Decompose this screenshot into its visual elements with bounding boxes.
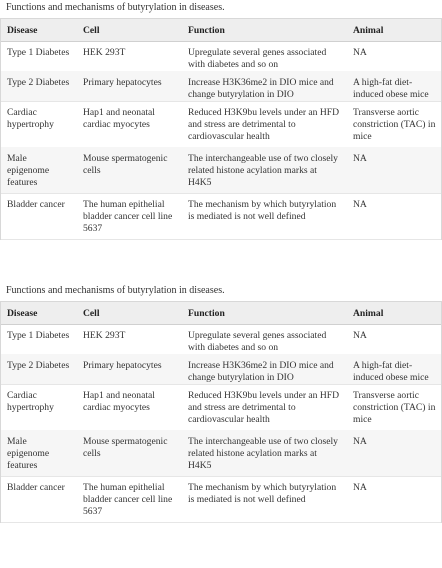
cell-line: Mouse spermatogenic <box>83 153 168 164</box>
cell-line: Type 2 Diabetes <box>7 77 70 88</box>
table-row <box>1 324 441 355</box>
table-header-row <box>1 19 441 42</box>
cell-line: epigenome <box>7 165 50 176</box>
header-cell: Cell <box>83 25 100 36</box>
cell-line: The mechanism by which butyrylation <box>188 199 337 210</box>
cell-line: The mechanism by which butyrylation <box>188 482 337 493</box>
cell-line: 5637 <box>83 506 103 517</box>
header-animal: Animal <box>353 25 384 36</box>
table-header-row <box>1 302 441 325</box>
cell-function <box>188 47 348 71</box>
cell-line: bladder cancer cell line <box>83 211 173 222</box>
cell-line: related histone acylation marks at <box>188 448 317 459</box>
cell-animal <box>353 199 439 211</box>
table-row <box>1 354 441 385</box>
cell-line: Type 2 Diabetes <box>7 360 70 371</box>
cell-animal <box>353 482 439 494</box>
cell-animal <box>353 107 439 143</box>
header-cell: Cell <box>83 308 100 319</box>
cell-line: 5637 <box>83 223 103 234</box>
cell-line: related histone acylation marks at <box>188 165 317 176</box>
cell-disease <box>7 153 79 189</box>
cell-line: Mouse spermatogenic <box>83 436 168 447</box>
cell-line: constriction (TAC) in <box>353 119 436 130</box>
cell-line: with diabetes and so on <box>188 59 279 70</box>
cell-function <box>188 153 348 189</box>
cell-line: Upregulate several genes associated <box>188 47 327 58</box>
table-row <box>1 101 441 148</box>
cell-disease <box>7 482 79 494</box>
cell-line: The interchangeable use of two closely <box>188 436 338 447</box>
data-table <box>0 301 442 523</box>
table-caption: Functions and mechanisms of butyrylation in diseases. <box>6 285 225 296</box>
cell-line: Bladder cancer <box>7 482 65 493</box>
cell-animal <box>353 390 439 426</box>
cell-cell <box>83 436 183 460</box>
cell-line: features <box>7 177 38 188</box>
cell-line: Cardiac <box>7 107 37 118</box>
cell-function <box>188 436 348 472</box>
cell-function <box>188 107 348 143</box>
cell-animal <box>353 77 439 101</box>
cell-animal <box>353 47 439 59</box>
cell-cell <box>83 482 183 518</box>
cell-line: NA <box>353 436 367 447</box>
cell-line: Transverse aortic <box>353 390 419 401</box>
cell-line: Reduced H3K9bu levels under an HFD <box>188 390 340 401</box>
cell-line: Male <box>7 436 27 447</box>
cell-line: A high-fat diet- <box>353 360 413 371</box>
cell-line: HEK 293T <box>83 47 126 58</box>
cell-line: Type 1 Diabetes <box>7 47 70 58</box>
cell-disease <box>7 47 79 59</box>
cell-line: The human epithelial <box>83 199 165 210</box>
header-disease: Disease <box>7 25 38 36</box>
cell-line: hypertrophy <box>7 402 54 413</box>
table-row <box>1 193 441 240</box>
cell-line: mice <box>353 131 372 142</box>
cell-disease <box>7 360 79 372</box>
cell-line: Hap1 and neonatal <box>83 390 155 401</box>
cell-cell <box>83 330 183 342</box>
cell-line: The interchangeable use of two closely <box>188 153 338 164</box>
cell-cell <box>83 77 183 89</box>
cell-animal <box>353 330 439 342</box>
cell-cell <box>83 360 183 372</box>
cell-line: epigenome <box>7 448 50 459</box>
cell-function <box>188 77 348 101</box>
header-function: Function <box>188 25 225 36</box>
cell-line: change butyrylation in DIO <box>188 89 294 100</box>
cell-function <box>188 199 348 223</box>
cell-line: NA <box>353 482 367 493</box>
cell-line: and stress are detrimental to <box>188 402 296 413</box>
cell-function <box>188 330 348 354</box>
table-caption: Functions and mechanisms of butyrylation in diseases. <box>6 2 225 13</box>
cell-line: constriction (TAC) in <box>353 402 436 413</box>
data-table <box>0 18 442 240</box>
cell-line: H4K5 <box>188 177 212 188</box>
cell-line: cells <box>83 165 101 176</box>
table-row <box>1 384 441 431</box>
cell-line: cardiac myocytes <box>83 119 150 130</box>
cell-line: cardiac myocytes <box>83 402 150 413</box>
cell-line: is mediated is not well defined <box>188 211 306 222</box>
cell-animal <box>353 360 439 384</box>
cell-line: Reduced H3K9bu levels under an HFD <box>188 107 340 118</box>
cell-line: features <box>7 460 38 471</box>
cell-cell <box>83 107 183 131</box>
cell-disease <box>7 330 79 342</box>
cell-line: Male <box>7 153 27 164</box>
cell-line: Upregulate several genes associated <box>188 330 327 341</box>
cell-line: Transverse aortic <box>353 107 419 118</box>
cell-line: Hap1 and neonatal <box>83 107 155 118</box>
cell-line: Increase H3K36me2 in DIO mice and <box>188 360 334 371</box>
table-row <box>1 476 441 523</box>
table-row <box>1 71 441 102</box>
cell-cell <box>83 153 183 177</box>
cell-line: mice <box>353 414 372 425</box>
cell-disease <box>7 77 79 89</box>
cell-disease <box>7 107 79 131</box>
cell-cell <box>83 47 183 59</box>
cell-line: Primary hepatocytes <box>83 360 162 371</box>
cell-cell <box>83 199 183 235</box>
cell-line: induced obese mice <box>353 372 429 383</box>
cell-line: A high-fat diet- <box>353 77 413 88</box>
cell-line: H4K5 <box>188 460 212 471</box>
cell-line: Bladder cancer <box>7 199 65 210</box>
header-animal: Animal <box>353 308 384 319</box>
cell-cell <box>83 390 183 414</box>
cell-line: Type 1 Diabetes <box>7 330 70 341</box>
cell-line: cells <box>83 448 101 459</box>
cell-line: Primary hepatocytes <box>83 77 162 88</box>
cell-line: with diabetes and so on <box>188 342 279 353</box>
cell-function <box>188 390 348 426</box>
cell-animal <box>353 153 439 165</box>
cell-animal <box>353 436 439 448</box>
cell-line: NA <box>353 199 367 210</box>
cell-disease <box>7 390 79 414</box>
header-disease: Disease <box>7 308 38 319</box>
cell-function <box>188 360 348 384</box>
cell-disease <box>7 436 79 472</box>
cell-line: NA <box>353 47 367 58</box>
table-row <box>1 41 441 72</box>
header-function: Function <box>188 308 225 319</box>
cell-disease <box>7 199 79 211</box>
cell-line: HEK 293T <box>83 330 126 341</box>
cell-line: change butyrylation in DIO <box>188 372 294 383</box>
cell-line: Cardiac <box>7 390 37 401</box>
cell-line: induced obese mice <box>353 89 429 100</box>
cell-line: NA <box>353 153 367 164</box>
cell-line: is mediated is not well defined <box>188 494 306 505</box>
cell-line: bladder cancer cell line <box>83 494 173 505</box>
cell-function <box>188 482 348 506</box>
table-row <box>1 147 441 194</box>
cell-line: hypertrophy <box>7 119 54 130</box>
cell-line: The human epithelial <box>83 482 165 493</box>
table-row <box>1 430 441 477</box>
cell-line: cardiovascular health <box>188 414 270 425</box>
cell-line: Increase H3K36me2 in DIO mice and <box>188 77 334 88</box>
cell-line: NA <box>353 330 367 341</box>
cell-line: cardiovascular health <box>188 131 270 142</box>
cell-line: and stress are detrimental to <box>188 119 296 130</box>
